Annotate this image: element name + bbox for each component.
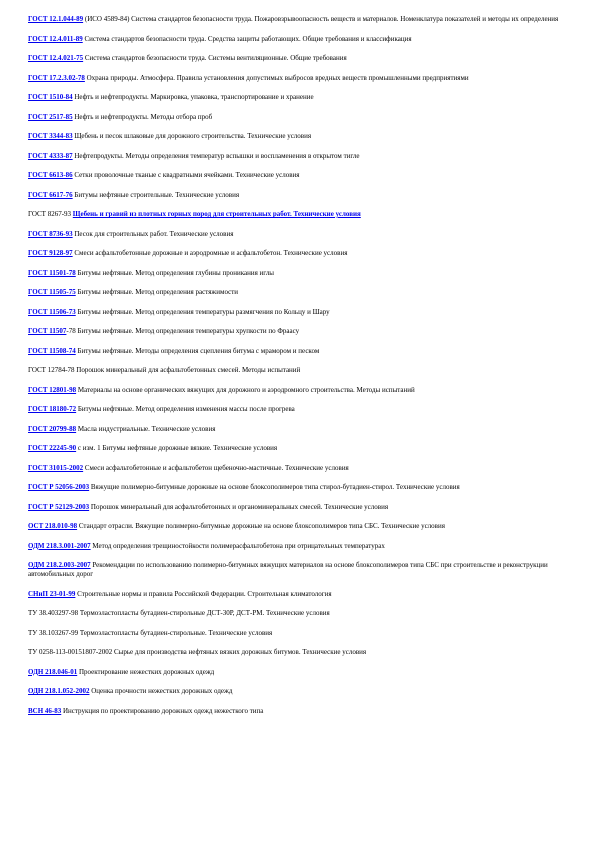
reference-item: [28, 707, 568, 716]
reference-item: [28, 405, 568, 414]
reference-item: [28, 609, 568, 618]
reference-link[interactable]: Щебень и гравий из плотных горных пород для строительных работ. Технические условия: [72, 210, 361, 218]
reference-prefix: ТУ 38.103267-99 Термоэластопласты бутадиен-стирольные. Технические условия: [28, 628, 273, 637]
reference-link[interactable]: ГОСТ 6613-86: [28, 171, 73, 179]
reference-title: Охрана природы. Атмосфера. Правила установления допустимых выбросов вредных веществ промышленными предприятиями: [84, 73, 469, 82]
reference-item: [28, 687, 568, 696]
reference-item: [28, 74, 568, 83]
reference-link[interactable]: ГОСТ 12.1.044-89: [28, 15, 84, 23]
reference-link[interactable]: ГОСТ Р 52129-2003: [28, 502, 90, 511]
reference-item: [28, 347, 568, 356]
reference-link[interactable]: ГОСТ 11507: [28, 327, 67, 335]
reference-link[interactable]: ГОСТ 6617-76: [28, 190, 73, 199]
reference-title: Битумы нефтяные. Методы определения сцепления битума с мрамором и песком: [75, 346, 320, 355]
reference-link[interactable]: ГОСТ 12.4.011-89: [28, 34, 83, 43]
reference-title: Нефть и нефтепродукты. Маркировка, упаковка, транспортирование и хранение: [72, 93, 314, 101]
reference-link[interactable]: ОДМ 218.2.003-2007: [28, 561, 91, 569]
reference-link[interactable]: ОСТ 218.010-98: [28, 522, 78, 530]
reference-link[interactable]: ГОСТ 2517-85: [28, 112, 73, 121]
reference-link[interactable]: ГОСТ 4333-87: [28, 151, 73, 160]
reference-title: Порошок минеральный для асфальтобетонных и органоминеральных смесей. Технические условия: [89, 502, 389, 511]
reference-link[interactable]: ГОСТ 3344-83: [28, 132, 73, 140]
reference-link[interactable]: ГОСТ 11501-78: [28, 268, 76, 277]
reference-item: [28, 648, 568, 657]
reference-link[interactable]: ГОСТ Р 52056-2003: [28, 483, 90, 491]
reference-title: Стандарт отрасли. Вяжущие полимерно-битумные дорожные на основе блоксополимеров типа СБС. Технические условия: [77, 522, 445, 530]
reference-link[interactable]: ГОСТ 11506-73: [28, 307, 76, 316]
reference-title: Битумы нефтяные строительные. Технические условия: [72, 190, 240, 199]
reference-item: [28, 288, 568, 297]
reference-link[interactable]: ГОСТ 11508-74: [28, 346, 76, 355]
reference-prefix: ГОСТ 8267-93: [28, 210, 73, 218]
reference-title: Проектирование нежестких дорожных одежд: [77, 667, 215, 676]
reference-item: [28, 464, 568, 473]
reference-title: -78 Битумы нефтяные. Метод определения температуры хрупкости по Фраасу: [66, 327, 300, 335]
reference-item: [28, 171, 568, 180]
reference-item: [28, 54, 568, 63]
reference-item: [28, 444, 568, 453]
reference-link[interactable]: ГОСТ 9128-97: [28, 249, 73, 257]
reference-item: [28, 93, 568, 102]
reference-item: [28, 522, 568, 531]
reference-link[interactable]: ГОСТ 12801-98: [28, 385, 77, 394]
reference-title: Битумы нефтяные. Метод определения температуры размягчения по Кольцу и Шару: [75, 307, 330, 316]
reference-item: [28, 561, 568, 579]
reference-prefix: ТУ 0258-113-00151807-2002 Сырье для производства нефтяных вязких дорожных битумов. Технические условия: [28, 648, 367, 656]
reference-item: [28, 483, 568, 492]
reference-item: [28, 191, 568, 200]
reference-title: Масла индустриальные. Технические условия: [76, 424, 216, 433]
reference-title: Песок для строительных работ. Технические условия: [72, 229, 234, 238]
reference-title: Смеси асфальтобетонные и асфальтобетон щебеночно-мастичные. Технические условия: [83, 463, 349, 472]
reference-item: [28, 629, 568, 638]
reference-link[interactable]: ГОСТ 12.4.021-75: [28, 54, 84, 62]
reference-title: Щебень и песок шлаковые для дорожного строительства. Технические условия: [72, 132, 312, 140]
reference-prefix: ТУ 38.403297-98 Термоэластопласты бутадиен-стирольные ДСТ-30Р, ДСТ-РМ. Технические условия: [28, 609, 330, 617]
reference-title: Нефть и нефтепродукты. Методы отбора проб: [72, 112, 213, 121]
reference-item: [28, 132, 568, 141]
reference-item: [28, 269, 568, 278]
reference-link[interactable]: ГОСТ 1510-84: [28, 93, 73, 101]
reference-title: Система стандартов безопасности труда. Средства защиты работающих. Общие требования и классификация: [82, 34, 412, 43]
reference-item: [28, 249, 568, 258]
reference-title: Система стандартов безопасности труда. Системы вентиляционные. Общие требования: [83, 54, 347, 62]
reference-item: [28, 308, 568, 317]
reference-link[interactable]: ОДН 218.1.052-2002: [28, 687, 90, 695]
reference-item: [28, 366, 568, 375]
reference-list: [28, 15, 568, 726]
reference-link[interactable]: ОДМ 218.3.001-2007: [28, 541, 91, 550]
reference-item: [28, 230, 568, 239]
reference-item: [28, 210, 568, 219]
reference-title: Нефтепродукты. Методы определения температур вспышки и воспламенения в открытом тигле: [72, 151, 360, 160]
reference-title: с изм. 1 Битумы нефтяные дорожные вязкие. Технические условия: [76, 444, 278, 452]
reference-title: Материалы на основе органических вяжущих для дорожного и аэродромного строительства. Методы испытаний: [76, 385, 415, 394]
reference-link[interactable]: ОДН 218.046-01: [28, 667, 78, 676]
reference-title: Строительные нормы и правила Российской Федерации. Строительная климатология: [75, 589, 332, 598]
reference-item: [28, 386, 568, 395]
reference-item: [28, 503, 568, 512]
reference-item: [28, 113, 568, 122]
reference-link[interactable]: ГОСТ 17.2.3.02-78: [28, 73, 85, 82]
reference-link[interactable]: ГОСТ 31015-2002: [28, 463, 84, 472]
reference-link[interactable]: ГОСТ 11505-75: [28, 288, 76, 296]
reference-title: Битумы нефтяные. Метод определения растяжимости: [75, 288, 239, 296]
reference-title: Сетки проволочные тканые с квадратными ячейками. Технические условия: [72, 171, 300, 179]
reference-title: Смеси асфальтобетонные дорожные и аэродромные и асфальтобетон. Технические условия: [72, 249, 348, 257]
reference-title: Оценка прочности нежестких дорожных одежд: [89, 687, 233, 695]
reference-prefix: ГОСТ 12784-78 Порошок минеральный для асфальтобетонных смесей. Методы испытаний: [28, 366, 301, 374]
reference-item: [28, 542, 568, 551]
reference-link[interactable]: ГОСТ 20799-88: [28, 424, 77, 433]
reference-title: Вяжущие полимерно-битумные дорожные на основе блоксополимеров типа стирол-бутадиен-стирол. Технические условия: [89, 483, 460, 491]
reference-item: [28, 15, 568, 24]
reference-title: Рекомендации по использованию полимерно-битумных вяжущих материалов на основе блоксополимеров типа СБС при строительстве и реконструкции автомобильных дорог: [28, 561, 548, 578]
reference-item: [28, 425, 568, 434]
reference-link[interactable]: ВСН 46-83: [28, 706, 62, 715]
reference-link[interactable]: СНиП 23-01-99: [28, 589, 76, 598]
reference-item: [28, 152, 568, 161]
reference-item: [28, 327, 568, 336]
reference-title: Метод определения трещиностойкости полимерасфальтобетона при отрицательных температурах: [90, 541, 385, 550]
reference-title: (ИСО 4589-84) Система стандартов безопасности труда. Пожаровзрывоопасность веществ и материалов. Номенклатура показателей и методы их определения: [83, 15, 559, 23]
reference-item: [28, 590, 568, 599]
reference-item: [28, 35, 568, 44]
reference-item: [28, 668, 568, 677]
reference-title: Инструкция по проектированию дорожных одежд нежесткого типа: [61, 706, 264, 715]
reference-link[interactable]: ГОСТ 22245-90: [28, 444, 77, 452]
reference-link[interactable]: ГОСТ 18180-72: [28, 405, 77, 413]
reference-link[interactable]: ГОСТ 8736-93: [28, 229, 73, 238]
reference-title: Битумы нефтяные. Метод определения глубины проникания иглы: [75, 268, 275, 277]
reference-title: Битумы нефтяные. Метод определения изменения массы после прогрева: [76, 405, 295, 413]
